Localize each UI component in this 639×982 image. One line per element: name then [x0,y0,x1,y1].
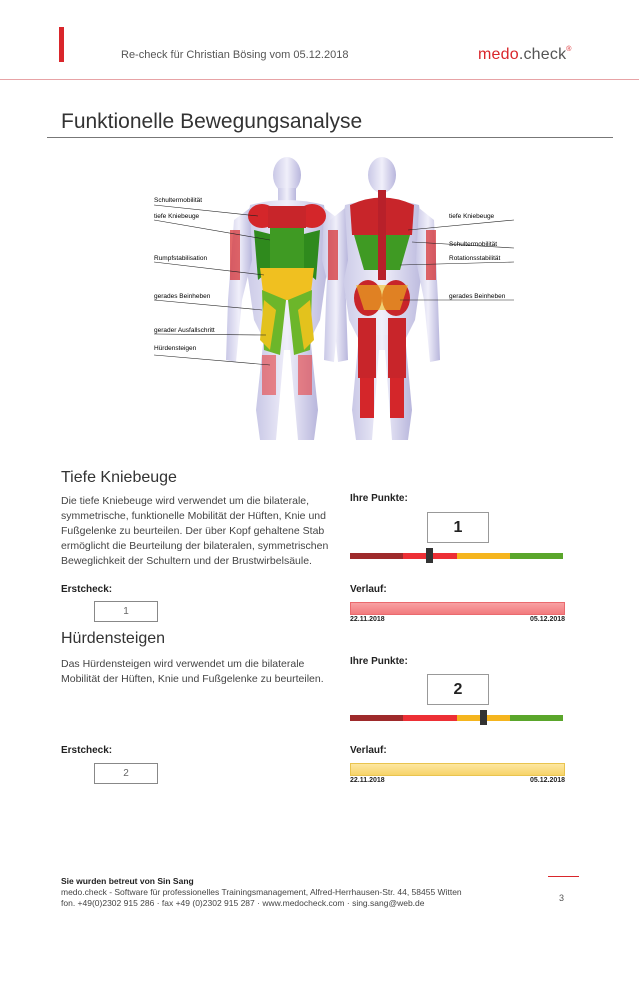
scale-segment [350,553,403,559]
label-back-rotationsstabilitaet: Rotationsstabilität [449,255,501,262]
verlauf-end-date: 05.12.2018 [530,777,566,784]
verlauf-bar [350,763,565,776]
section-title-huerdensteigen: Hürdensteigen [61,630,166,647]
score-scale [350,715,563,721]
label-back-tiefe-kniebeuge: tiefe Kniebeuge [449,213,495,220]
score-scale [350,553,563,559]
scale-segment [403,715,456,721]
points-label: Ihre Punkte: [350,493,408,504]
label-front-rumpfstabilisation: Rumpfstabilisation [154,255,208,262]
verlauf-end-date: 05.12.2018 [530,616,566,623]
section-description: Die tiefe Kniebeuge wird verwendet um die bilaterale, symmetrische, funktionelle Mobilität der Hüften, Knie und Fußgelenke zu beurteilen. Der über Kopf gehaltene Stab ermöglicht die Beurteilung der bilateralen, symmetrischen Beweglichkeit der Schultern und der Brustwirbelsäule. [61,495,329,567]
footer-accent-line [548,876,579,877]
verlauf-start-date: 22.11.2018 [350,616,385,623]
label-front-schultermobilitaet: Schultermobilität [154,197,203,204]
section-title-tiefe-kniebeuge: Tiefe Kniebeuge [61,469,177,486]
scale-segment [510,553,563,559]
header-divider [0,79,639,80]
score-marker [480,710,487,725]
erstcheck-label: Erstcheck: [61,745,113,756]
scale-segment [457,553,510,559]
erstcheck-value: 2 [94,763,158,784]
medo-check-logo: medo.check® [478,46,572,63]
footer-address: medo.check - Software für professionelles Trainingsmanagement, Alfred-Herrhausen-Str. 44, 58455 Witten [61,887,462,897]
verlauf-label: Verlauf: [350,584,387,595]
label-front-ausfallschritt: gerader Ausfallschritt [154,327,215,334]
label-front-gerades-beinheben: gerades Beinheben [154,293,211,300]
section-description: Das Hürdensteigen wird verwendet um die bilaterale Mobilität der Hüften, Knie und Fußgelenke zu beurteilen. [61,658,324,685]
label-back-gerades-beinheben: gerades Beinheben [449,293,506,300]
page-title: Funktionelle Bewegungsanalyse [61,110,363,133]
points-label: Ihre Punkte: [350,656,408,667]
verlauf-start-date: 22.11.2018 [350,777,385,784]
scale-segment [510,715,563,721]
muscle-anatomy-figure [150,150,520,450]
report-header-title: Re-check für Christian Bösing vom 05.12.2018 [121,49,349,61]
page-number: 3 [559,893,565,903]
score-box: 2 [427,674,489,705]
label-front-tiefe-kniebeuge: tiefe Kniebeuge [154,213,200,220]
score-marker [426,548,433,563]
scale-segment [350,715,403,721]
header-accent-bar [59,27,64,62]
score-box: 1 [427,512,489,543]
footer-supervisor: Sie wurden betreut von Sin Sang [61,876,194,886]
label-back-schultermobilitaet: Schultermobilität [449,241,498,248]
erstcheck-label: Erstcheck: [61,584,113,595]
label-front-huerdensteigen: Hürdensteigen [154,345,197,352]
verlauf-label: Verlauf: [350,745,387,756]
verlauf-bar [350,602,565,615]
erstcheck-value: 1 [94,601,158,622]
footer-contact: fon. +49(0)2302 915 286 · fax +49 (0)2302 915 287 · www.medocheck.com · sing.sang@web.de [61,898,425,908]
title-divider [47,137,613,138]
